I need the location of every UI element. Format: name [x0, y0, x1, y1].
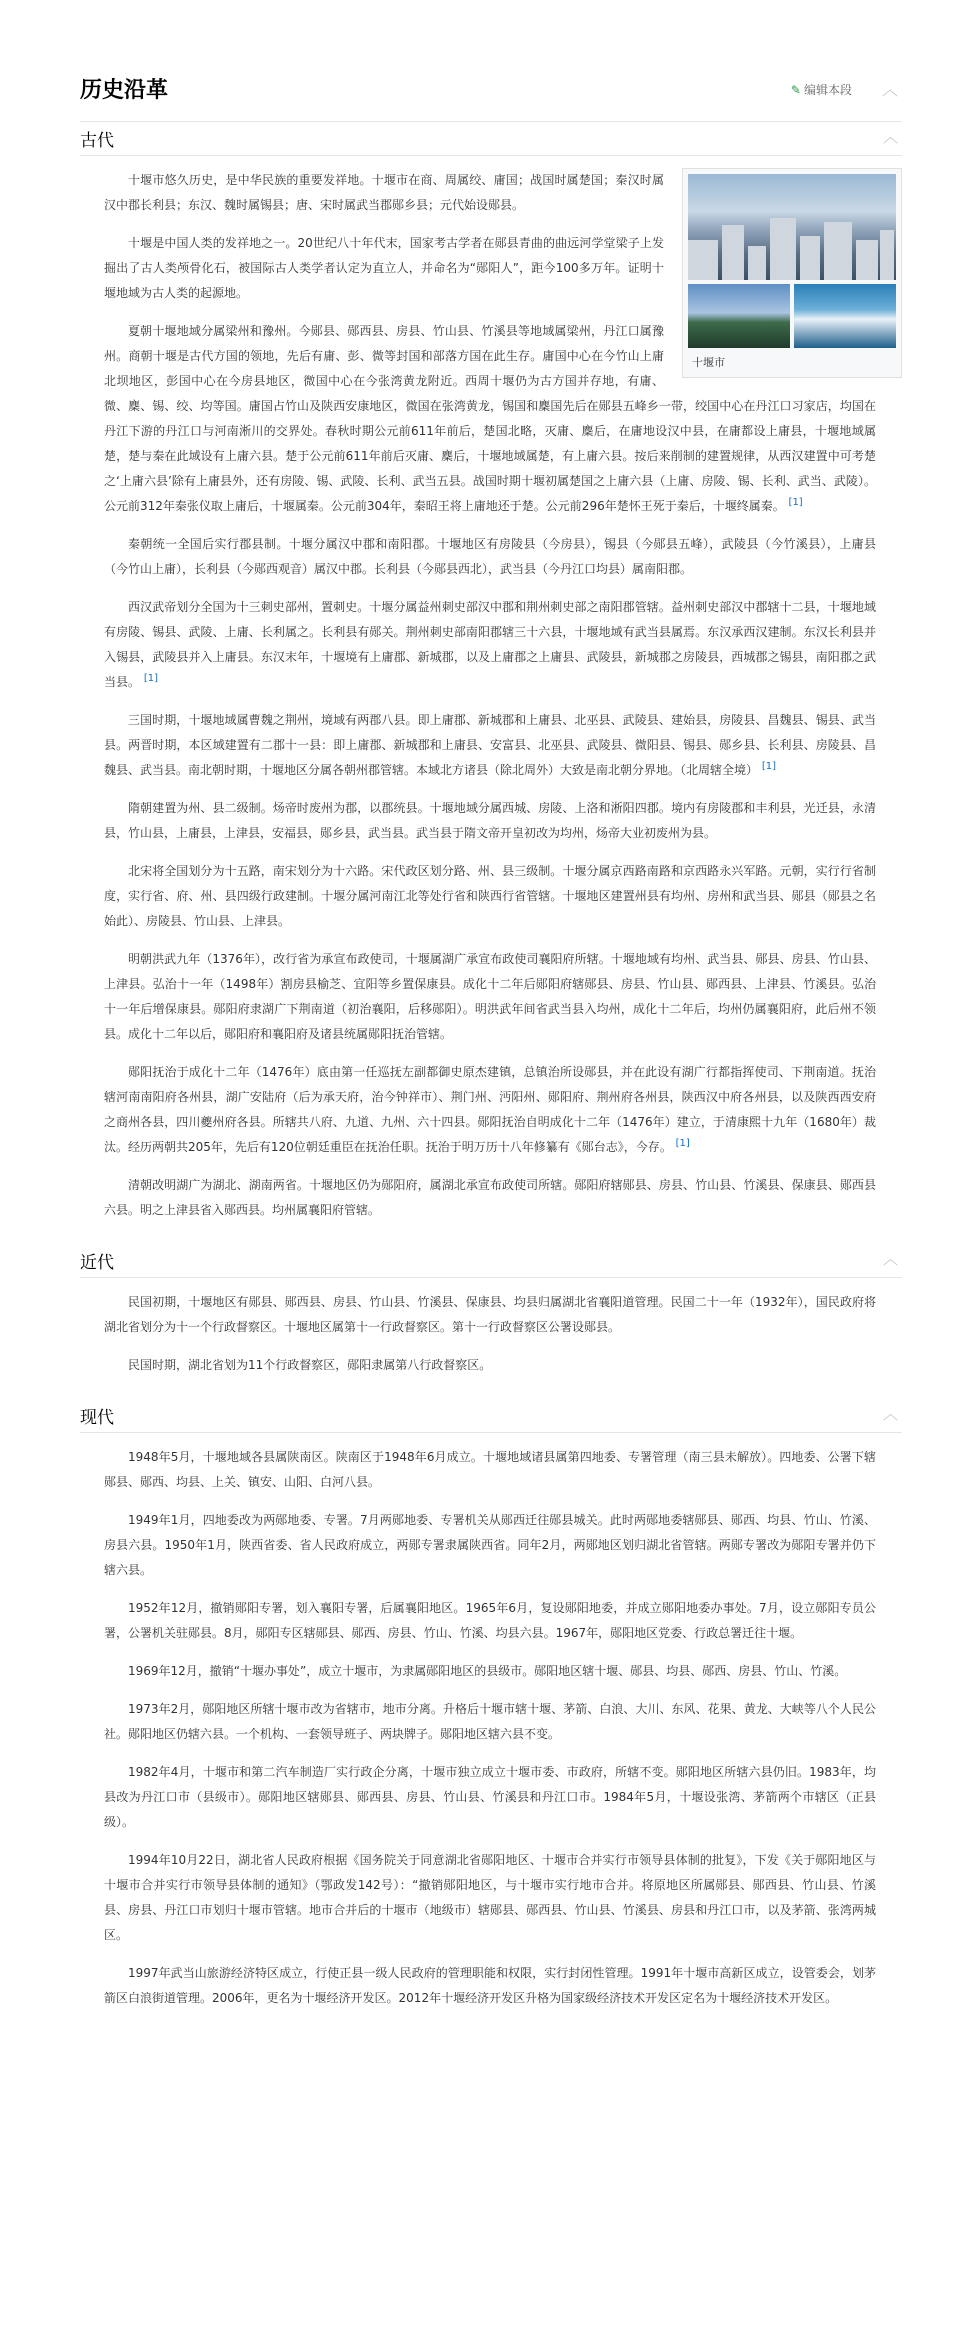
- collapse-icon[interactable]: ︿: [882, 128, 898, 146]
- city-panorama-image: [688, 174, 896, 280]
- paragraph: [104, 595, 876, 695]
- citation-link[interactable]: [1]: [143, 673, 159, 684]
- subsection-header: [80, 1244, 902, 1278]
- paragraph-text: 十堰市悠久历史，是中华民族的重要发祥地。十堰市在商、周属绞、庸国；战国时属楚国；秦汉时属汉中郡长利县；东汉、魏时属锡县；唐、宋时属武当郡郧乡县；元代始设郧县。: [104, 173, 664, 212]
- paragraph-text: 夏朝十堰地域分属梁州和豫州。今郧县、郧西县、房县、竹山县、竹溪县等地域属梁州，丹江口属豫州。商朝十堰是古代方国的领地，先后有庸、彭、微等封国和部落方国在此生存。庸国中心在今竹山上庸北坝地区，彭国中心在今房县地区，微国中心在今张湾黄龙附近。西周十堰仍为古方国并存地，有庸、微、麇、锡、绞、均等国。庸国占竹山及陕西安康地区，微国在张湾黄龙，锡国和麇国先后在郧县五峰乡一带，绞国中心在丹江口习家店，均国在丹江下游的丹江口与河南淅川的交界处。春秋时期公元前611年前后，楚国北略，灭庸、麇后，在庸地设汉中县，在庸都设上庸县，十堰地域属楚，楚与秦在此域设有上庸六县。楚于公元前611年前后灭庸、麇后，十堰地域属楚，有上庸六县。按后来削制的建置规律，从西汉建置中可考楚之‘上庸六县’除有上庸县外，还有房陵、锡、武陵、长利、武当五县。战国时期十堰初属楚国之上庸六县（上庸、房陵、锡、长利、武当、武陵）。公元前312年秦张仪取上庸后，十堰属秦。公元前304年，秦昭王将上庸地还于楚。公元前296年楚怀王死于秦后，十堰终属秦。: [104, 324, 876, 513]
- subsection-header: [80, 122, 902, 156]
- paragraph-text: 清朝改明湖广为湖北、湖南两省。十堰地区仍为郧阳府，属湖北承宣布政使司所辖。郧阳府辖郧县、房县、竹山县、竹溪县、保康县、郧西县六县。明之上津县省入郧西县。均州属襄阳府管辖。: [104, 1178, 876, 1217]
- paragraph: [104, 947, 876, 1047]
- paragraph-text: 1982年4月，十堰市和第二汽车制造厂实行政企分离，十堰市独立成立十堰市委、市政府，所辖不变。郧阳地区所辖六县仍旧。1983年，均县改为丹江口市（县级市）。郧阳地区辖郧县、郧西县、房县、竹山县、竹溪县和丹江口市。1984年5月，十堰设张湾、茅箭两个市辖区（正县级）。: [104, 1765, 876, 1829]
- paragraph-text: 秦朝统一全国后实行郡县制。十堰分属汉中郡和南阳郡。十堰地区有房陵县（今房县），锡县（今郧县五峰），武陵县（今竹溪县），上庸县（今竹山上庸），长利县（今郧西观音）属汉中郡。长利县（今郧县西北），武当县（今丹江口均县）属南阳郡。: [104, 537, 876, 576]
- building-shape: [688, 240, 718, 280]
- paragraph: [104, 1445, 876, 1495]
- paragraph-text: 民国初期，十堰地区有郧县、郧西县、房县、竹山县、竹溪县、保康县、均县归属湖北省襄阳道管理。民国二十一年（1932年），国民政府将湖北省划分为十一个行政督察区。十堰地区属第十一行政督察区。第十一行政督察区公署设郧县。: [104, 1295, 876, 1334]
- paragraph-text: 郧阳抚治于成化十二年（1476年）底由第一任巡抚左副都御史原杰建镇，总镇治所设郧县，并在此设有湖广行都指挥使司、下荆南道。抚治辖河南南阳府各州县，湖广安陆府（后为承天府，治今钟祥市）、荆门州、沔阳州、郧阳府、荆州府各州县，陕西汉中府各州县，以及陕西西安府之商州各县，四川夔州府各县。所辖共八府、九道、九州、六十四县。郧阳抚治自明成化十二年（1476年）建立，于清康熙十九年（1680年）裁汰。经历两朝共205年，先后有120位朝廷重臣在抚治任职。抚治于明万历十八年修纂有《郧台志》，今存。: [104, 1065, 876, 1154]
- section-title: 历史沿革: [80, 78, 169, 103]
- collapse-icon[interactable]: ︿: [882, 1405, 898, 1423]
- article-page: [0, 71, 958, 2332]
- collapse-icon[interactable]: ︿: [881, 80, 898, 99]
- citation-link[interactable]: [1]: [675, 1138, 690, 1149]
- paragraph-text: 1969年12月，撤销“十堰办事处”，成立十堰市，为隶属郧阳地区的县级市。郧阳地区辖十堰、郧县、均县、郧西、房县、竹山、竹溪。: [128, 1664, 847, 1678]
- collapse-icon[interactable]: ︿: [882, 1250, 898, 1268]
- paragraph-text: 民国时期，湖北省划为11个行政督察区，郧阳隶属第八行政督察区。: [128, 1358, 492, 1372]
- pencil-icon: ✎: [790, 83, 801, 97]
- paragraph: [104, 1596, 876, 1646]
- paragraph-text: 1994年10月22日，湖北省人民政府根据《国务院关于同意湖北省郧阳地区、十堰市合并实行市领导县体制的批复》，下发《关于郧阳地区与十堰市合并实行市领导县体制的通知》（鄂政发142号）：“撤销郧阳地区，与十堰市实行地市合并。将原地区所属郧县、郧西县、竹山县、竹溪县、房县、丹江口市划归十堰市管辖。地市合并后的十堰市（地级市）辖郧县、郧西县、竹山县、竹溪县、房县和丹江口市，以及茅箭、张湾两城区。: [104, 1853, 876, 1942]
- subsection-title: 现代: [80, 1408, 114, 1428]
- edit-section-button[interactable]: [791, 81, 852, 98]
- figure-caption: 十堰市: [692, 356, 725, 369]
- landscape-thumbnail: [688, 284, 790, 348]
- paragraph-text: 三国时期，十堰地域属曹魏之荆州，境域有两郡八县。即上庸郡、新城郡和上庸县、北巫县、武陵县、建始县，房陵县、昌魏县、锡县、武当县。两晋时期，本区域建置有二郡十一县：即上庸郡、新城郡和上庸县、安富县、北巫县、武陵县、微阳县、锡县、郧乡县、长利县、房陵县、昌魏县、武当县。南北朝时期，十堰地区分属各朝州郡管辖。本域北方诸县（除北周外）大致是南北朝分界地。（北周辖全境）: [104, 713, 876, 777]
- building-shape: [800, 236, 820, 280]
- paragraph: [104, 1659, 876, 1684]
- paragraph-text: 1949年1月，四地委改为两郧地委、专署。7月两郧地委、专署机关从郧西迁往郧县城关。此时两郧地委辖郧县、郧西、均县、竹山、竹溪、房县六县。1950年1月，陕西省委、省人民政府成立，两郧专署隶属陕西省。同年2月，两郧地区划归湖北省管辖。两郧专署改为郧阳专署并仍下辖六县。: [104, 1513, 876, 1577]
- building-shape: [748, 246, 766, 280]
- paragraph-text: 西汉武帝划分全国为十三刺史部州，置刺史。十堰分属益州刺史部汉中郡和荆州刺史部之南阳郡管辖。益州刺史部汉中郡辖十二县，十堰地域有房陵、锡县、武陵、上庸、长利属之。长利县有郧关。荆州刺史部南阳郡辖三十六县，十堰地域有武当县属焉。东汉承西汉建制。东汉长利县并入锡县，武陵县并入上庸县。东汉末年，十堰境有上庸郡、新城郡，以及上庸郡之上庸县、武陵县，新城郡之房陵县，西城郡之锡县，南阳郡之武当县。: [104, 600, 876, 689]
- paragraph-text: 十堰是中国人类的发祥地之一。20世纪八十年代末，国家考古学者在郧县青曲的曲远河学堂梁子上发掘出了古人类颅骨化石，被国际古人类学者认定为直立人，并命名为“郧阳人”，距今100多万年。证明十堰地域为古人类的起源地。: [104, 236, 664, 300]
- paragraph: [104, 1060, 876, 1160]
- paragraph: [104, 1173, 876, 1223]
- sections-container: [80, 122, 902, 2032]
- section-header: [80, 71, 902, 122]
- bridge-thumbnail: [794, 284, 896, 348]
- subsection-body: [80, 1278, 902, 1399]
- thumbnail-row: [688, 284, 896, 348]
- paragraph: [104, 708, 876, 783]
- paragraph: [104, 532, 876, 582]
- building-shape: [856, 240, 878, 280]
- citation-link[interactable]: [1]: [788, 497, 803, 508]
- subsection-body: [80, 156, 902, 1244]
- paragraph: [104, 1508, 876, 1583]
- paragraph-text: 明朝洪武九年（1376年），改行省为承宣布政使司，十堰属湖广承宣布政使司襄阳府所辖。十堰地域有均州、武当县、郧县、房县、竹山县、上津县。弘治十一年（1498年）割房县榆芝、宜阳等乡置保康县。成化十二年后郧阳府辖郧县、房县、竹山县、郧西县、上津县、竹溪县。弘治十一年后增保康县。郧阳府隶湖广下荆南道（初治襄阳，后移郧阳）。明洪武年间省武当县入均州，成化十二年后，均州仍属襄阳府，此后州不领县。成化十二年以后，郧阳府和襄阳府及诸县统属郧阳抚治管辖。: [104, 952, 876, 1041]
- paragraph-text: 1997年武当山旅游经济特区成立，行使正县一级人民政府的管理职能和权限，实行封闭性管理。1991年十堰市高新区成立，设管委会，划茅箭区白浪街道管理。2006年，更名为十堰经济开发区。2012年十堰经济开发区升格为国家级经济技术开发区定名为十堰经济技术开发区。: [104, 1966, 876, 2005]
- paragraph-text: 1952年12月，撤销郧阳专署，划入襄阳专署，后属襄阳地区。1965年6月，复设郧阳地委，并成立郧阳地委办事处。7月，设立郧阳专员公署，公署机关驻郧县。8月，郧阳专区辖郧县、郧西、房县、竹山、竹溪、均县六县。1967年，郧阳地区党委、行政总署迁往十堰。: [104, 1601, 876, 1640]
- paragraph: [104, 1697, 876, 1747]
- paragraph: [104, 859, 876, 934]
- edit-label: 编辑本段: [803, 83, 852, 97]
- paragraph-text: 隋朝建置为州、县二级制。炀帝时废州为郡，以郡统县。十堰地域分属西城、房陵、上洛和淅阳四郡。境内有房陵郡和丰利县，光迁县，永清县，竹山县，上庸县，上津县，安福县，郧乡县，武当县。武当县于隋文帝开皇初改为均州，炀帝大业初废州为县。: [104, 801, 876, 840]
- paragraph-text: 1948年5月，十堰地域各县属陕南区。陕南区于1948年6月成立。十堰地域诸县属第四地委、专署管理（南三县未解放）。四地委、公署下辖郧县、郧西、均县、上关、镇安、山阳、白河八县。: [104, 1450, 876, 1489]
- paragraph: [104, 796, 876, 846]
- paragraph: [104, 1760, 876, 1835]
- citation-link[interactable]: [1]: [761, 761, 777, 772]
- paragraph: [104, 1848, 876, 1948]
- building-shape: [880, 230, 894, 280]
- paragraph: [104, 1961, 876, 2011]
- building-shape: [770, 218, 796, 280]
- paragraph-text: 北宋将全国划分为十五路，南宋划分为十六路。宋代政区划分路、州、县三级制。十堰分属京西路南路和京西路永兴军路。元朝，实行行省制度，实行省、府、州、县四级行政建制。十堰分属河南江北等处行省和陕西行省管辖。十堰地区建置州县有均州、房州和武当县、郧县（郧县之名始此）、房陵县、竹山县、上津县。: [104, 864, 876, 928]
- subsection-body: [80, 1433, 902, 2032]
- paragraph: [104, 1290, 876, 1340]
- building-shape: [824, 222, 852, 280]
- building-shape: [722, 225, 744, 280]
- subsection-title: 古代: [80, 131, 114, 151]
- subsection-title: 近代: [80, 1253, 114, 1273]
- subsection-header: [80, 1399, 902, 1433]
- paragraph: [104, 1353, 876, 1378]
- paragraph-text: 1973年2月，郧阳地区所辖十堰市改为省辖市，地市分离。升格后十堰市辖十堰、茅箭、白浪、大川、东风、花果、黄龙、大峡等八个人民公社。郧阳地区仍辖六县。一个机构、一套领导班子、两块牌子。郧阳地区辖六县不变。: [104, 1702, 876, 1741]
- city-image-figure[interactable]: [682, 168, 902, 378]
